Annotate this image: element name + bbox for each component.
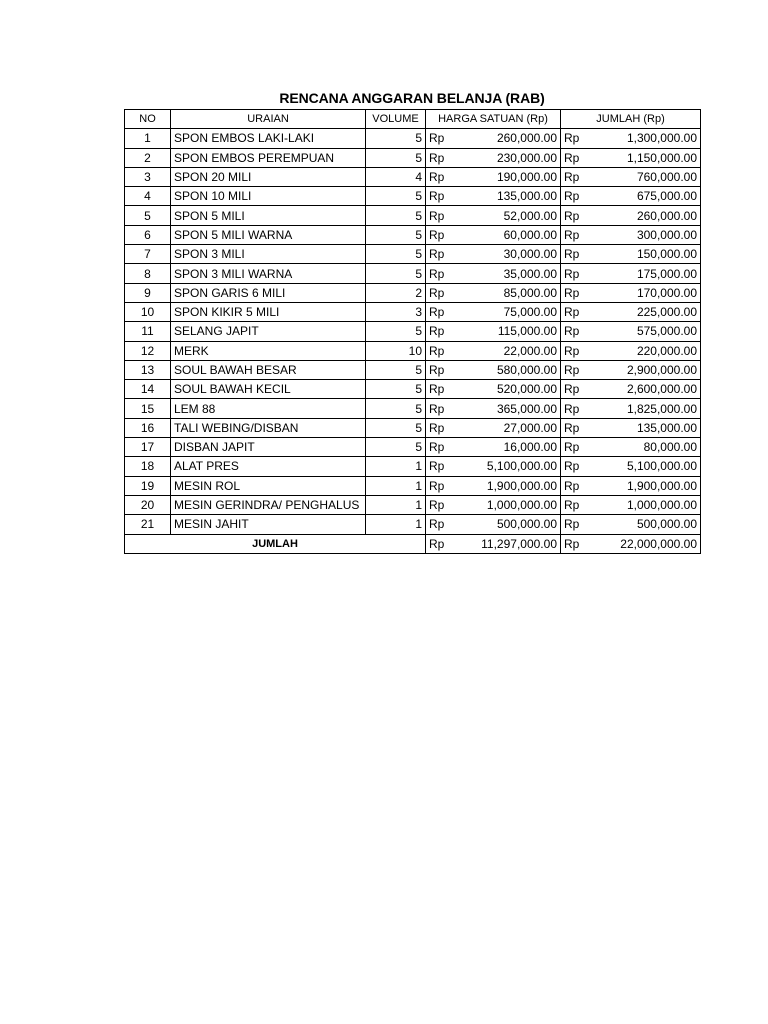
table-row [125,148,701,167]
row-no: 10 [125,302,171,321]
row-harga-satuan: 22,000.00 [456,341,561,360]
table-row [125,225,701,244]
row-jumlah: 5,100,000.00 [591,457,701,476]
row-jumlah-currency: Rp [561,476,591,495]
row-harga-satuan: 35,000.00 [456,264,561,283]
table-row [125,283,701,302]
row-harga-satuan: 365,000.00 [456,399,561,418]
row-no: 11 [125,322,171,341]
row-no: 8 [125,264,171,283]
row-harga-currency: Rp [426,341,456,360]
row-volume: 5 [366,264,426,283]
row-jumlah-currency: Rp [561,245,591,264]
total-jumlah-value: 22,000,000.00 [591,534,701,553]
row-volume: 4 [366,167,426,186]
row-jumlah-currency: Rp [561,515,591,534]
row-uraian: SPON 10 MILI [171,187,366,206]
row-jumlah-currency: Rp [561,283,591,302]
row-harga-currency: Rp [426,187,456,206]
table-row [125,322,701,341]
row-jumlah-currency: Rp [561,341,591,360]
row-harga-satuan: 60,000.00 [456,225,561,244]
row-volume: 5 [366,418,426,437]
row-harga-currency: Rp [426,495,456,514]
row-volume: 1 [366,457,426,476]
row-jumlah-currency: Rp [561,438,591,457]
row-harga-currency: Rp [426,322,456,341]
row-volume: 3 [366,302,426,321]
total-label: JUMLAH [125,534,426,553]
row-jumlah: 175,000.00 [591,264,701,283]
row-uraian: SOUL BAWAH KECIL [171,380,366,399]
row-jumlah-currency: Rp [561,360,591,379]
row-jumlah-currency: Rp [561,302,591,321]
row-no: 16 [125,418,171,437]
row-uraian: MESIN GERINDRA/ PENGHALUS [171,495,366,514]
row-no: 17 [125,438,171,457]
row-volume: 5 [366,225,426,244]
row-uraian: SPON 3 MILI [171,245,366,264]
row-jumlah: 500,000.00 [591,515,701,534]
table-row [125,264,701,283]
row-volume: 10 [366,341,426,360]
row-harga-currency: Rp [426,283,456,302]
row-jumlah: 675,000.00 [591,187,701,206]
row-no: 7 [125,245,171,264]
table-row [125,187,701,206]
row-no: 15 [125,399,171,418]
row-harga-currency: Rp [426,148,456,167]
row-harga-currency: Rp [426,515,456,534]
row-volume: 5 [366,399,426,418]
table-row [125,380,701,399]
row-harga-satuan: 52,000.00 [456,206,561,225]
row-no: 13 [125,360,171,379]
table-row [125,418,701,437]
row-uraian: SPON EMBOS PEREMPUAN [171,148,366,167]
row-harga-currency: Rp [426,302,456,321]
row-harga-currency: Rp [426,399,456,418]
row-volume: 5 [366,187,426,206]
row-no: 9 [125,283,171,302]
header-no: NO [125,110,171,129]
total-harga-currency: Rp [426,534,456,553]
row-no: 19 [125,476,171,495]
row-jumlah-currency: Rp [561,206,591,225]
row-jumlah: 225,000.00 [591,302,701,321]
row-harga-satuan: 5,100,000.00 [456,457,561,476]
row-no: 14 [125,380,171,399]
row-no: 4 [125,187,171,206]
row-jumlah: 2,600,000.00 [591,380,701,399]
row-harga-satuan: 75,000.00 [456,302,561,321]
row-uraian: SPON KIKIR 5 MILI [171,302,366,321]
row-uraian: ALAT PRES [171,457,366,476]
row-jumlah: 220,000.00 [591,341,701,360]
row-volume: 5 [366,360,426,379]
row-harga-satuan: 1,900,000.00 [456,476,561,495]
table-row [125,457,701,476]
row-jumlah-currency: Rp [561,167,591,186]
row-jumlah: 300,000.00 [591,225,701,244]
row-no: 20 [125,495,171,514]
row-harga-currency: Rp [426,418,456,437]
table-row [125,495,701,514]
row-harga-currency: Rp [426,225,456,244]
row-uraian: SPON 3 MILI WARNA [171,264,366,283]
table-row [125,129,701,148]
header-uraian: URAIAN [171,110,366,129]
row-volume: 5 [366,129,426,148]
row-uraian: MESIN ROL [171,476,366,495]
row-jumlah-currency: Rp [561,129,591,148]
row-harga-currency: Rp [426,380,456,399]
table-row [125,515,701,534]
table-row [125,360,701,379]
row-uraian: SPON 5 MILI WARNA [171,225,366,244]
row-uraian: SPON GARIS 6 MILI [171,283,366,302]
row-jumlah: 260,000.00 [591,206,701,225]
row-volume: 2 [366,283,426,302]
row-jumlah-currency: Rp [561,322,591,341]
row-uraian: SELANG JAPIT [171,322,366,341]
row-jumlah: 1,150,000.00 [591,148,701,167]
row-harga-currency: Rp [426,360,456,379]
row-harga-satuan: 230,000.00 [456,148,561,167]
row-no: 3 [125,167,171,186]
row-jumlah: 1,300,000.00 [591,129,701,148]
row-volume: 1 [366,495,426,514]
row-jumlah-currency: Rp [561,187,591,206]
row-uraian: TALI WEBING/DISBAN [171,418,366,437]
row-volume: 5 [366,206,426,225]
row-no: 6 [125,225,171,244]
table-row [125,302,701,321]
table-row [125,167,701,186]
row-harga-satuan: 1,000,000.00 [456,495,561,514]
row-no: 5 [125,206,171,225]
row-volume: 5 [366,438,426,457]
row-uraian: SOUL BAWAH BESAR [171,360,366,379]
table-row [125,476,701,495]
row-harga-currency: Rp [426,167,456,186]
row-volume: 1 [366,476,426,495]
row-jumlah-currency: Rp [561,225,591,244]
row-uraian: SPON 20 MILI [171,167,366,186]
row-uraian: MESIN JAHIT [171,515,366,534]
table-row [125,399,701,418]
total-harga-value: 11,297,000.00 [456,534,561,553]
header-harga-satuan: HARGA SATUAN (Rp) [426,110,561,129]
row-harga-satuan: 135,000.00 [456,187,561,206]
row-jumlah: 2,900,000.00 [591,360,701,379]
total-row [125,534,701,553]
row-jumlah-currency: Rp [561,457,591,476]
row-no: 21 [125,515,171,534]
row-jumlah-currency: Rp [561,264,591,283]
row-harga-currency: Rp [426,206,456,225]
row-jumlah-currency: Rp [561,148,591,167]
document-title: RENCANA ANGGARAN BELANJA (RAB) [279,90,545,106]
table-row [125,245,701,264]
row-volume: 5 [366,380,426,399]
row-jumlah: 1,000,000.00 [591,495,701,514]
header-volume: VOLUME [366,110,426,129]
row-harga-currency: Rp [426,245,456,264]
row-jumlah-currency: Rp [561,495,591,514]
total-jumlah-currency: Rp [561,534,591,553]
row-no: 18 [125,457,171,476]
row-volume: 5 [366,322,426,341]
row-harga-satuan: 190,000.00 [456,167,561,186]
row-jumlah: 135,000.00 [591,418,701,437]
row-no: 12 [125,341,171,360]
row-uraian: SPON 5 MILI [171,206,366,225]
table-row [125,206,701,225]
row-harga-satuan: 85,000.00 [456,283,561,302]
row-harga-satuan: 115,000.00 [456,322,561,341]
budget-table [124,109,701,554]
row-harga-satuan: 30,000.00 [456,245,561,264]
row-jumlah: 170,000.00 [591,283,701,302]
row-harga-currency: Rp [426,476,456,495]
row-jumlah-currency: Rp [561,418,591,437]
table-header-row [125,110,701,129]
row-harga-satuan: 500,000.00 [456,515,561,534]
row-no: 1 [125,129,171,148]
row-harga-currency: Rp [426,129,456,148]
row-jumlah: 80,000.00 [591,438,701,457]
row-harga-satuan: 27,000.00 [456,418,561,437]
row-harga-satuan: 580,000.00 [456,360,561,379]
row-jumlah: 150,000.00 [591,245,701,264]
table-row [125,341,701,360]
row-harga-satuan: 16,000.00 [456,438,561,457]
row-volume: 5 [366,245,426,264]
row-uraian: LEM 88 [171,399,366,418]
row-jumlah-currency: Rp [561,399,591,418]
row-harga-satuan: 520,000.00 [456,380,561,399]
row-harga-currency: Rp [426,457,456,476]
row-harga-currency: Rp [426,438,456,457]
row-no: 2 [125,148,171,167]
row-uraian: SPON EMBOS LAKI-LAKI [171,129,366,148]
row-jumlah: 575,000.00 [591,322,701,341]
row-harga-satuan: 260,000.00 [456,129,561,148]
row-jumlah-currency: Rp [561,380,591,399]
row-harga-currency: Rp [426,264,456,283]
row-uraian: MERK [171,341,366,360]
row-uraian: DISBAN JAPIT [171,438,366,457]
row-jumlah: 760,000.00 [591,167,701,186]
row-jumlah: 1,900,000.00 [591,476,701,495]
header-jumlah: JUMLAH (Rp) [561,110,701,129]
table-body [125,129,701,534]
row-volume: 1 [366,515,426,534]
row-volume: 5 [366,148,426,167]
table-row [125,438,701,457]
row-jumlah: 1,825,000.00 [591,399,701,418]
